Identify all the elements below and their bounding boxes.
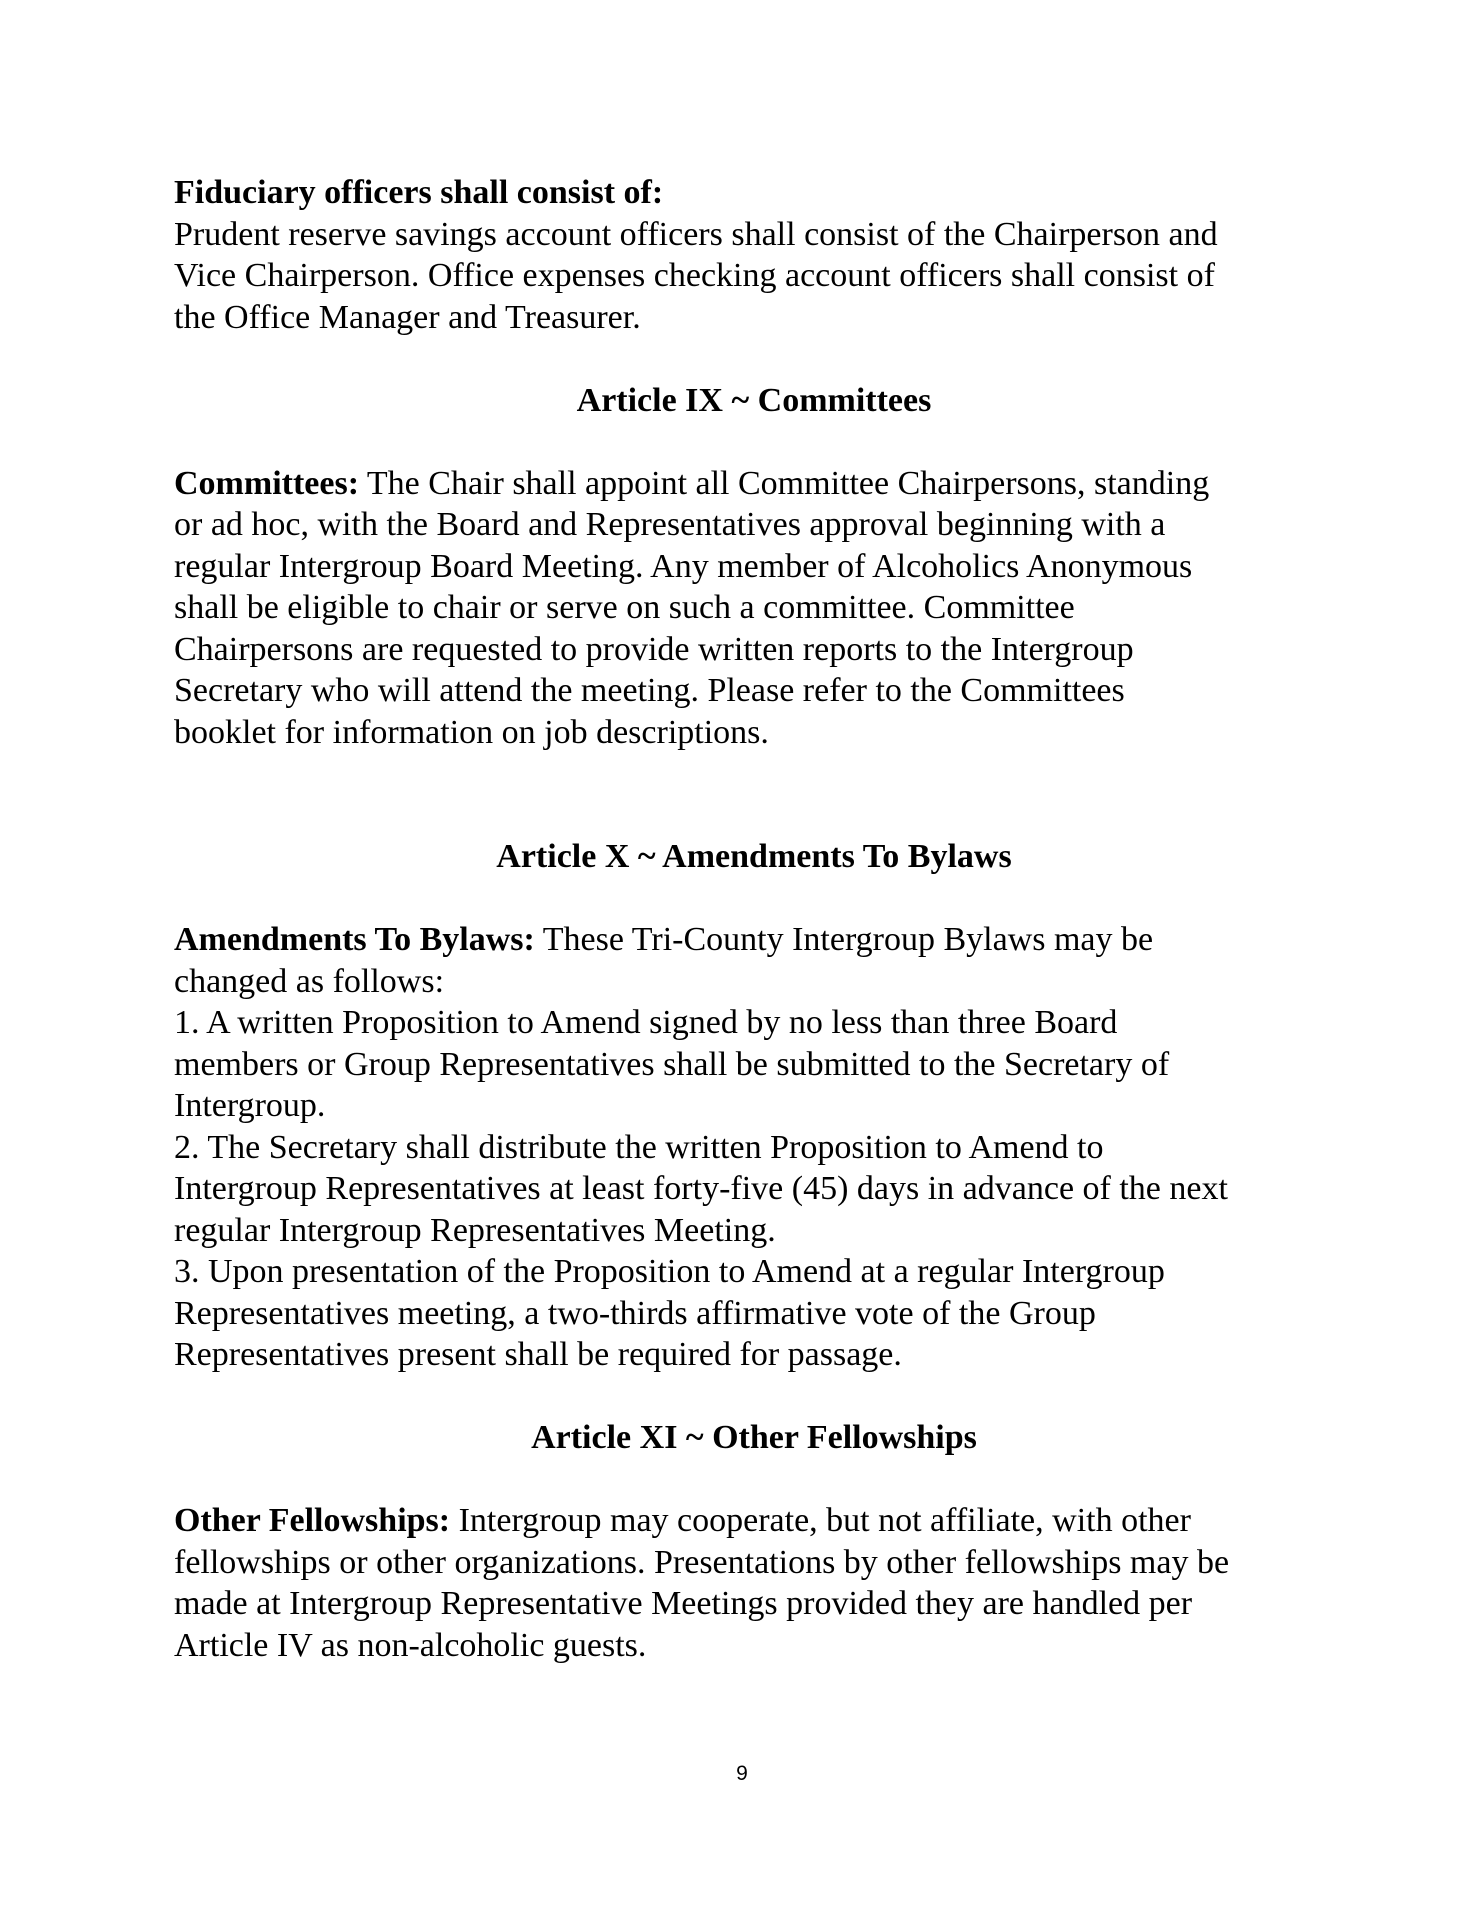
article-ix-line-2: or ad hoc, with the Board and Representatives approval beginning with a [174, 506, 1166, 543]
spacer [174, 753, 1334, 836]
article-ix-line-1 [174, 463, 1334, 505]
article-x-line-11: Representatives present shall be required for passage. [174, 1336, 902, 1373]
article-x-line-9: 3. Upon presentation of the Proposition to Amend at a regular Intergroup [174, 1253, 1165, 1290]
article-xi-line-1-text: Intergroup may cooperate, but not affiliate, with other [450, 1502, 1191, 1539]
fiduciary-section [174, 172, 1334, 338]
article-x-heading: Article X ~ Amendments To Bylaws [496, 838, 1012, 875]
article-xi-body [174, 1500, 1334, 1666]
article-ix-heading: Article IX ~ Committees [576, 381, 932, 419]
article-ix-lead: Committees: [174, 464, 360, 502]
spacer [174, 1459, 1334, 1501]
spacer [174, 878, 1334, 920]
fiduciary-line-1: Prudent reserve savings account officers shall consist of the Chairperson and [174, 215, 1218, 253]
article-ix-line-5: Chairpersons are requested to provide written reports to the Intergroup [174, 630, 1134, 668]
article-ix-line-3: regular Intergroup Board Meeting. Any member of Alcoholics Anonymous [174, 547, 1193, 585]
document-page [174, 172, 1334, 1666]
article-x-line-7: Intergroup Representatives at least forty-five (45) days in advance of the next [174, 1170, 1228, 1207]
article-x-line-1 [174, 919, 1334, 961]
article-ix-line-1-text: The Chair shall appoint all Committee Chairpersons, standing [359, 464, 1210, 502]
spacer [174, 338, 1334, 380]
article-x-line-1-text: These Tri-County Intergroup Bylaws may be [534, 921, 1154, 958]
article-x-lead: Amendments To Bylaws: [174, 921, 535, 958]
article-xi-line-2: fellowships or other organizations. Presentations by other fellowships may be [174, 1543, 1230, 1581]
fiduciary-line-3: the Office Manager and Treasurer. [174, 298, 641, 336]
article-ix-line-7: booklet for information on job descriptions. [174, 713, 769, 751]
spacer [174, 421, 1334, 463]
article-x-line-6: 2. The Secretary shall distribute the written Proposition to Amend to [174, 1128, 1104, 1166]
article-xi-lead: Other Fellowships: [174, 1502, 451, 1539]
article-xi-line-4: Article IV as non-alcoholic guests. [174, 1626, 647, 1664]
article-ix-body [174, 463, 1334, 754]
article-xi-heading: Article XI ~ Other Fellowships [531, 1419, 977, 1456]
page-number: 9 [736, 1762, 748, 1785]
article-x-body [174, 919, 1334, 1376]
spacer [174, 1376, 1334, 1418]
article-xi-line-3: made at Intergroup Representative Meetings provided they are handled per [174, 1585, 1193, 1622]
article-x-line-10: Representatives meeting, a two-thirds affirmative vote of the Group [174, 1294, 1096, 1332]
article-xi-line-1 [174, 1500, 1334, 1542]
article-ix-line-6: Secretary who will attend the meeting. Please refer to the Committees [174, 672, 1125, 709]
article-x-line-8: regular Intergroup Representatives Meeting. [174, 1211, 776, 1249]
article-x-line-4: members or Group Representatives shall be submitted to the Secretary of [174, 1045, 1170, 1083]
article-x-line-2: changed as follows: [174, 962, 445, 1000]
article-ix-line-4: shall be eligible to chair or serve on such a committee. Committee [174, 589, 1075, 626]
article-x-line-3: 1. A written Proposition to Amend signed by no less than three Board [174, 1004, 1118, 1041]
fiduciary-heading: Fiduciary officers shall consist of: [174, 174, 664, 211]
article-x-line-5: Intergroup. [174, 1087, 326, 1124]
fiduciary-line-2: Vice Chairperson. Office expenses checking account officers shall consist of [174, 257, 1215, 294]
